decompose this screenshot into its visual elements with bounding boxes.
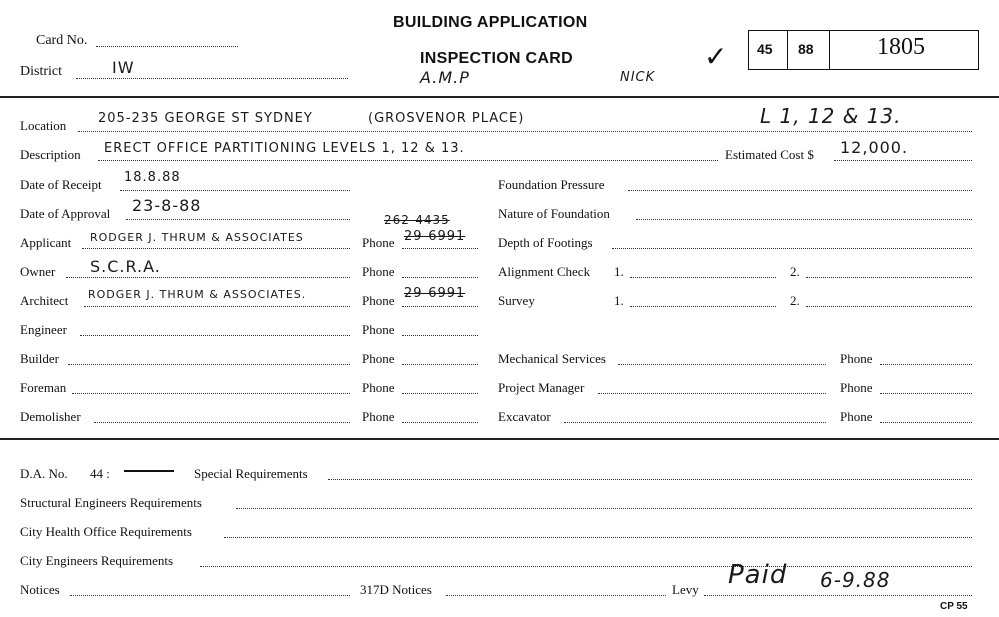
architect-phone-label: Phone <box>362 293 395 308</box>
nick-handwritten: NICK <box>620 70 656 85</box>
district-field[interactable] <box>76 78 348 79</box>
engineer-phone-label: Phone <box>362 322 395 337</box>
location-extra: (GROSVENOR PLACE) <box>368 111 525 126</box>
foundation-pressure-label: Foundation Pressure <box>498 177 605 192</box>
builder-field[interactable] <box>68 364 350 365</box>
date-approval-label: Date of Approval <box>20 206 111 221</box>
card-no-label: Card No. <box>36 33 88 48</box>
estimated-cost-field[interactable] <box>834 160 972 161</box>
builder-label: Builder <box>20 351 59 366</box>
mechanical-label: Mechanical Services <box>498 351 606 366</box>
description-field[interactable] <box>98 160 718 161</box>
engineer-label: Engineer <box>20 322 67 337</box>
structural-requirements-field[interactable] <box>236 508 972 509</box>
demolisher-phone-label: Phone <box>362 409 395 424</box>
da-no-dash <box>124 470 174 472</box>
date-receipt-field[interactable] <box>120 190 350 191</box>
description-value: ERECT OFFICE PARTITIONING LEVELS 1, 12 & 13. <box>104 141 465 156</box>
card-number-value: 1805 <box>877 34 925 60</box>
check-mark-icon: ✓ <box>704 40 728 73</box>
nature-foundation-field[interactable] <box>636 219 972 220</box>
builder-phone-label: Phone <box>362 351 395 366</box>
project-manager-label: Project Manager <box>498 380 585 395</box>
applicant-phone-label: Phone <box>362 235 395 250</box>
survey-field-1[interactable] <box>630 306 776 307</box>
location-label: Location <box>20 118 67 133</box>
levy-label: Levy <box>672 582 699 597</box>
survey-num-1: 1. <box>614 293 624 308</box>
survey-label: Survey <box>498 293 535 308</box>
structural-requirements-label: Structural Engineers Requirements <box>20 495 202 510</box>
architect-phone-field[interactable] <box>402 306 478 307</box>
engineer-field[interactable] <box>80 335 350 336</box>
mechanical-field[interactable] <box>618 364 826 365</box>
notices-317d-label: 317D Notices <box>360 582 432 597</box>
city-engineers-field[interactable] <box>200 566 972 567</box>
excavator-field[interactable] <box>564 422 826 423</box>
applicant-phone-new: 262-4435 <box>384 213 450 227</box>
form-code: CP 55 <box>940 601 968 612</box>
card-number-box <box>748 30 979 70</box>
owner-label: Owner <box>20 264 56 279</box>
owner-phone-label: Phone <box>362 264 395 279</box>
district-value: IW <box>112 58 135 77</box>
applicant-phone-field[interactable] <box>402 248 478 249</box>
box-b-value: 88 <box>798 41 814 57</box>
owner-value: S.C.R.A. <box>90 257 161 276</box>
card-no-field[interactable] <box>96 46 238 47</box>
location-levels: L 1, 12 & 13. <box>760 104 902 128</box>
architect-value: RODGER J. THRUM & ASSOCIATES. <box>88 288 307 301</box>
alignment-num-1: 1. <box>614 264 624 279</box>
applicant-value: RODGER J. THRUM & ASSOCIATES <box>90 231 304 244</box>
alignment-check-field-2[interactable] <box>806 277 972 278</box>
foreman-phone-field[interactable] <box>402 393 478 394</box>
estimated-cost-label: Estimated Cost $ <box>725 147 814 162</box>
paid-handwritten: Paid <box>728 560 788 590</box>
excavator-phone-field[interactable] <box>880 422 972 423</box>
title-building-application: BUILDING APPLICATION <box>393 14 588 31</box>
owner-phone-field[interactable] <box>402 277 478 278</box>
applicant-phone-struck: 29-6991 <box>404 229 466 244</box>
architect-phone-struck: 29-6991 <box>404 286 466 301</box>
mechanical-phone-label: Phone <box>840 351 873 366</box>
mechanical-phone-field[interactable] <box>880 364 972 365</box>
description-label: Description <box>20 147 81 162</box>
demolisher-phone-field[interactable] <box>402 422 478 423</box>
box-a-value: 45 <box>757 41 773 57</box>
initials-handwritten: A.M.P <box>420 68 470 87</box>
foreman-field[interactable] <box>72 393 350 394</box>
location-field[interactable] <box>78 131 972 132</box>
survey-field-2[interactable] <box>806 306 972 307</box>
foundation-pressure-field[interactable] <box>628 190 972 191</box>
applicant-label: Applicant <box>20 235 72 250</box>
requirements-divider <box>0 438 999 440</box>
date-approval-field[interactable] <box>126 219 350 220</box>
notices-field[interactable] <box>70 595 350 596</box>
health-requirements-label: City Health Office Requirements <box>20 524 192 539</box>
survey-num-2: 2. <box>790 293 800 308</box>
excavator-phone-label: Phone <box>840 409 873 424</box>
special-requirements-label: Special Requirements <box>194 466 308 481</box>
special-requirements-field[interactable] <box>328 479 972 480</box>
engineer-phone-field[interactable] <box>402 335 478 336</box>
notices-label: Notices <box>20 582 60 597</box>
architect-field[interactable] <box>84 306 350 307</box>
district-label: District <box>20 64 62 79</box>
notices-317d-field[interactable] <box>446 595 666 596</box>
da-no-value: 44 : <box>90 466 110 481</box>
date-receipt-value: 18.8.88 <box>124 170 181 185</box>
nature-foundation-label: Nature of Foundation <box>498 206 610 221</box>
excavator-label: Excavator <box>498 409 551 424</box>
foreman-label: Foreman <box>20 380 67 395</box>
paid-date: 6-9.88 <box>820 568 891 592</box>
title-inspection-card: INSPECTION CARD <box>420 50 573 67</box>
location-value: 205-235 GEORGE ST SYDNEY <box>98 111 313 126</box>
project-manager-field[interactable] <box>598 393 826 394</box>
project-manager-phone-field[interactable] <box>880 393 972 394</box>
levy-field[interactable] <box>704 595 972 596</box>
architect-label: Architect <box>20 293 69 308</box>
health-requirements-field[interactable] <box>224 537 972 538</box>
city-engineers-label: City Engineers Requirements <box>20 553 174 568</box>
owner-field[interactable] <box>66 277 350 278</box>
date-approval-value: 23-8-88 <box>132 196 202 215</box>
alignment-check-field-1[interactable] <box>630 277 776 278</box>
da-no-label: D.A. No. <box>20 466 68 481</box>
project-manager-phone-label: Phone <box>840 380 873 395</box>
demolisher-label: Demolisher <box>20 409 81 424</box>
header-divider <box>0 96 999 98</box>
date-receipt-label: Date of Receipt <box>20 177 102 192</box>
alignment-num-2: 2. <box>790 264 800 279</box>
demolisher-field[interactable] <box>94 422 350 423</box>
builder-phone-field[interactable] <box>402 364 478 365</box>
foreman-phone-label: Phone <box>362 380 395 395</box>
depth-footings-field[interactable] <box>612 248 972 249</box>
depth-footings-label: Depth of Footings <box>498 235 593 250</box>
applicant-field[interactable] <box>82 248 350 249</box>
estimated-cost-value: 12,000. <box>840 138 909 157</box>
alignment-check-label: Alignment Check <box>498 264 591 279</box>
